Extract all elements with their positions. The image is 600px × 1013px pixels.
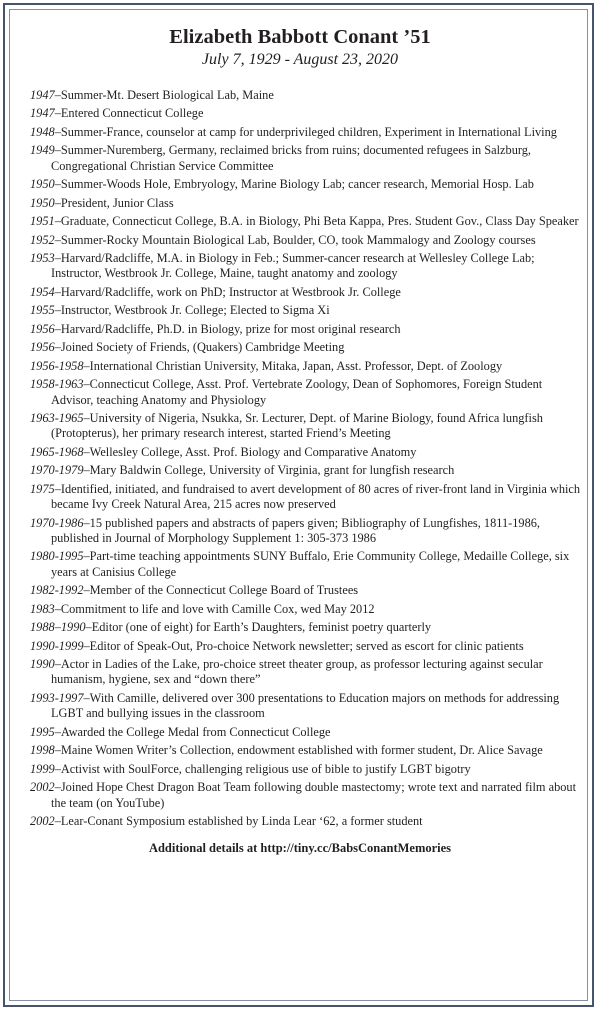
entry-year: 1958-1963 (30, 377, 84, 392)
entry-year: 1983 (30, 601, 55, 616)
timeline-entry (30, 285, 585, 300)
entry-text: –Actor in Ladies of the Lake, pro-choice street theater group, as professor lecturing against secular humanism, hygiene, sex and “down there” (51, 657, 543, 687)
timeline-entry (30, 602, 585, 617)
entry-text: –Harvard/Radcliffe, work on PhD; Instructor at Westbrook Jr. College (54, 284, 401, 299)
timeline-entry (30, 780, 585, 811)
entry-year: 1956 (30, 340, 55, 355)
timeline-entry (30, 125, 585, 140)
entry-text: –Summer-Rocky Mountain Biological Lab, Boulder, CO, took Mammalogy and Zoology courses (54, 232, 536, 247)
entry-text: –Commitment to life and love with Camille Cox, wed May 2012 (54, 601, 375, 616)
entry-year: 1953 (30, 251, 55, 266)
entry-text: –Graduate, Connecticut College, B.A. in Biology, Phi Beta Kappa, Pres. Student Gov., Class Day Speaker (54, 214, 579, 229)
timeline-entry (30, 106, 585, 121)
entry-text: –Summer-France, counselor at camp for underprivileged children, Experiment in International Living (54, 124, 557, 139)
entry-year: 1956 (30, 321, 55, 336)
entry-text: –Activist with SoulForce, challenging religious use of bible to justify LGBT bigotry (54, 761, 471, 776)
timeline-entry (30, 143, 585, 174)
entry-year: 1995 (30, 724, 55, 739)
entry-text: –Awarded the College Medal from Connecticut College (54, 724, 331, 739)
entry-year: 1955 (30, 303, 55, 318)
entry-text: –Wellesley College, Asst. Prof. Biology and Comparative Anatomy (83, 444, 417, 459)
entry-year: 1993-1997 (30, 690, 84, 705)
entry-text: –International Christian University, Mitaka, Japan, Asst. Professor, Dept. of Zoology (83, 358, 503, 373)
page-title: Elizabeth Babbott Conant ’51 (169, 26, 431, 48)
entry-year: 1956-1958 (30, 358, 84, 373)
entry-year: 1947 (30, 106, 55, 121)
entry-text: –University of Nigeria, Nsukka, Sr. Lecturer, Dept. of Marine Biology, found Africa lungfish (Protopterus), her primary research interest, started Friend’s Meeting (51, 411, 543, 441)
entry-text: –Entered Connecticut College (54, 106, 204, 121)
timeline-entry (30, 516, 585, 547)
entry-year: 1948 (30, 124, 55, 139)
timeline-entry (30, 233, 585, 248)
timeline-entry (30, 340, 585, 355)
entry-text: –Identified, initiated, and fundraised to avert development of 80 acres of river-front land in Virginia which became Ivy Creek Natural Area, 215 acres now preserved (51, 481, 581, 512)
timeline-entry (30, 196, 585, 211)
timeline-entry (30, 549, 585, 580)
timeline-entry (30, 303, 585, 318)
entry-text: –Editor of Speak-Out, Pro-choice Network newsletter; served as escort for clinic patients (83, 638, 524, 653)
footer-link-text: Additional details at http://tiny.cc/BabsConantMemories (148, 841, 452, 856)
entry-text: –Part-time teaching appointments SUNY Buffalo, Erie Community College, Medaille College, six years at Canisius College (51, 549, 570, 579)
timeline-entry (30, 762, 585, 777)
entry-year: 1982-1992 (30, 583, 84, 598)
entry-year: 1952 (30, 232, 55, 247)
timeline-entry (30, 463, 585, 478)
timeline-entry (30, 445, 585, 460)
entry-year: 1970-1979 (30, 463, 84, 478)
entry-year: 1954 (30, 284, 55, 299)
entry-text: –Summer-Woods Hole, Embryology, Marine Biology Lab; cancer research, Memorial Hosp. Lab (54, 177, 534, 192)
entry-year: 1950 (30, 177, 55, 192)
memorial-card (15, 14, 585, 856)
timeline-entry (30, 657, 585, 688)
entry-text: –Connecticut College, Asst. Prof. Vertebrate Zoology, Dean of Sophomores, Foreign Student Advisor, teaching Anatomy and Physiology (51, 377, 543, 407)
entry-year: 2002 (30, 780, 55, 795)
timeline-entry (30, 583, 585, 598)
timeline-entry (30, 482, 585, 513)
entry-year: 1949 (30, 143, 55, 158)
entry-year: 1990 (30, 657, 55, 672)
entry-year: 1950 (30, 195, 55, 210)
entry-text: –Instructor, Westbrook Jr. College; Elected to Sigma Xi (54, 303, 330, 318)
entry-year: 1988–1990 (30, 620, 86, 635)
entry-text: –Summer-Mt. Desert Biological Lab, Maine (54, 88, 274, 102)
entry-year: 1980-1995 (30, 549, 84, 564)
entry-text: –Mary Baldwin College, University of Virginia, grant for lungfish research (83, 463, 455, 478)
entry-text: –Harvard/Radcliffe, M.A. in Biology in Feb.; Summer-cancer research at Wellesley College Lab; Instructor, Westbrook Jr. College, Maine, taught anatomy and zoology (51, 251, 535, 281)
timeline-entry (30, 620, 585, 635)
entry-year: 1965-1968 (30, 444, 84, 459)
timeline-entry (30, 359, 585, 374)
timeline-list (15, 88, 585, 829)
timeline-entry (30, 177, 585, 192)
entry-text: –15 published papers and abstracts of papers given; Bibliography of Lungfishes, 1811-1986, published in Journal of Morphology Supplement 1: 305-373 1986 (51, 515, 541, 545)
entry-text: –Member of the Connecticut College Board of Trustees (83, 583, 359, 598)
timeline-entry (30, 377, 585, 408)
entry-year: 2002 (30, 813, 55, 828)
entry-year: 1970-1986 (30, 515, 84, 530)
entry-text: –Lear-Conant Symposium established by Linda Lear ‘62, a former student (54, 813, 423, 828)
entry-year: 1951 (30, 214, 55, 229)
timeline-entry (30, 322, 585, 337)
timeline-entry (30, 214, 585, 229)
timeline-entry (30, 411, 585, 442)
life-dates: July 7, 1929 - August 23, 2020 (201, 51, 399, 68)
timeline-entry (30, 814, 585, 829)
timeline-entry (30, 251, 585, 282)
entry-text: –Summer-Nuremberg, Germany, reclaimed bricks from ruins; documented refugees in Salzburg, Congregational Christian Service Committee (51, 143, 532, 173)
entry-text: –Maine Women Writer’s Collection, endowment established with former student, Dr. Alice Savage (54, 743, 543, 758)
entry-year: 1975 (30, 481, 55, 496)
timeline-entry (30, 88, 585, 103)
entry-year: 1998 (30, 743, 55, 758)
timeline-entry (30, 743, 585, 758)
timeline-entry (30, 725, 585, 740)
entry-text: –With Camille, delivered over 300 presentations to Education majors on methods for addressing LGBT and bullying issues in the classroom (51, 690, 560, 721)
entry-text: –Harvard/Radcliffe, Ph.D. in Biology, prize for most original research (54, 321, 401, 336)
entry-year: 1990-1999 (30, 638, 84, 653)
entry-text: –Editor (one of eight) for Earth’s Daughters, feminist poetry quarterly (85, 620, 432, 635)
entry-text: –Joined Society of Friends, (Quakers) Cambridge Meeting (54, 340, 345, 355)
entry-year: 1963-1965 (30, 411, 84, 426)
timeline-entry (30, 691, 585, 722)
entry-text: –Joined Hope Chest Dragon Boat Team following double mastectomy; wrote text and narrated film about the team (on YouTube) (51, 780, 577, 810)
entry-year: 1947 (30, 88, 55, 102)
entry-text: –President, Junior Class (54, 195, 174, 210)
timeline-entry (30, 639, 585, 654)
entry-year: 1999 (30, 761, 55, 776)
